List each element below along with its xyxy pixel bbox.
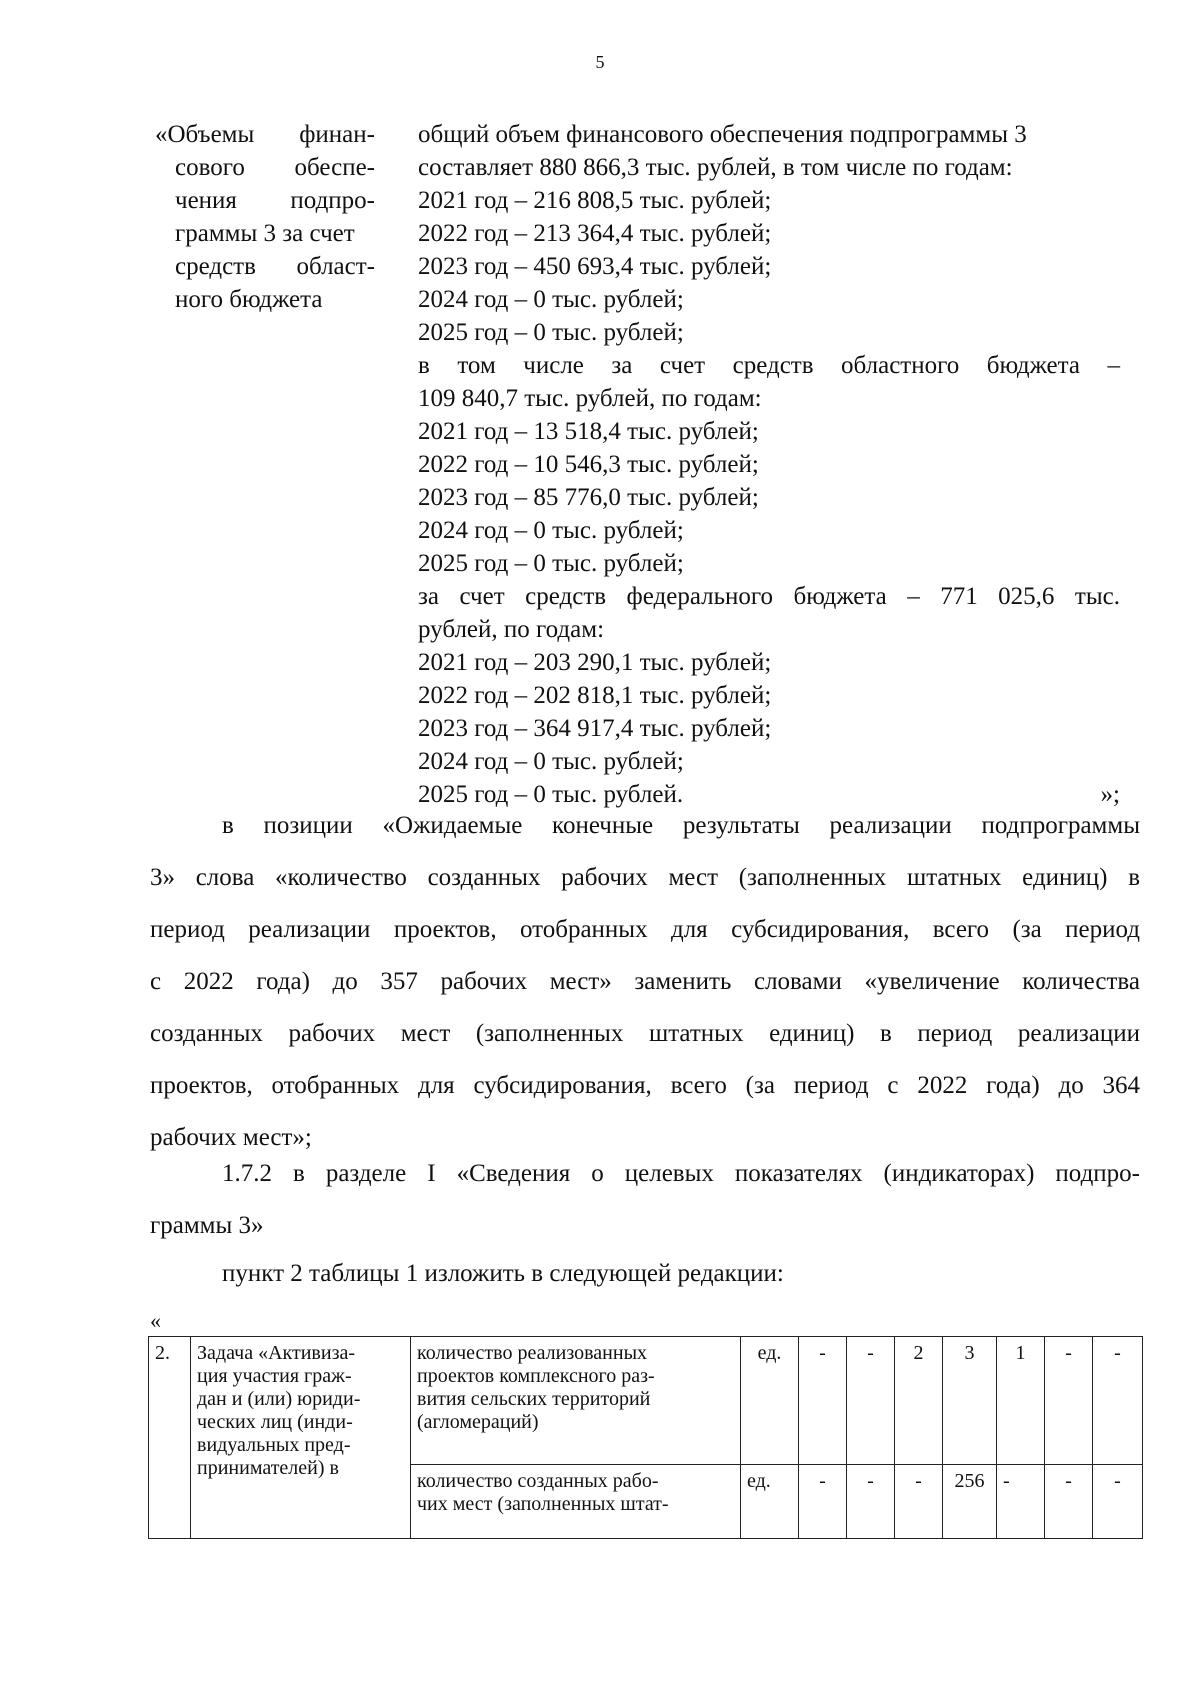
unit-cell: ед. [741,1465,799,1539]
passport-value-line: 2021 год – 216 808,5 тыс. рублей; [418,187,772,214]
paragraph-line: период реализации проектов, отобранных для субсидирования, всего (за период [150,916,1140,943]
paragraph-point [150,1248,1140,1300]
paragraph-line: в позиции «Ожидаемые конечные результаты реализации подпрограммы [222,812,1140,839]
passport-value-line: за счет средств федерального бюджета – 771 025,6 тыс. [418,583,1120,610]
paragraph-line: 3» слова «количество созданных рабочих мест (заполненных штатных единиц) в [150,864,1140,891]
closing-quote: »; [1100,781,1120,808]
value-cell: - [1093,1337,1143,1465]
passport-label-line: ного бюджета [175,286,323,313]
task-line: принимателей) в [197,1457,339,1479]
row-number-cell: 2. [149,1337,191,1539]
passport-value-line: 2024 год – 0 тыс. рублей; [418,286,684,313]
paragraph-results [150,800,1140,1164]
indicator-line: количество реализованных [417,1342,648,1364]
passport-value-line: в том числе за счет средств областного бюджета – [418,352,1120,379]
passport-value-line: 2025 год – 0 тыс. рублей; [418,319,684,346]
value-cell: - [799,1337,847,1465]
value-cell: 2 [895,1337,943,1465]
paragraph-line: пункт 2 таблицы 1 изложить в следующей редакции: [222,1260,784,1287]
paragraph-line: 1.7.2 в разделе I «Сведения о целевых показателях (индикаторах) подпро- [222,1160,1140,1187]
passport-value-line: 109 840,7 тыс. рублей, по годам: [418,385,762,412]
passport-value-line: составляет 880 866,3 тыс. рублей, в том числе по годам: [418,154,1013,181]
table-row [149,1337,1143,1465]
value-cell: - [997,1465,1045,1539]
passport-label-line: средств област- [175,253,375,280]
passport-value-line: 2024 год – 0 тыс. рублей; [418,517,684,544]
task-line: Задача «Активиза- [197,1342,356,1364]
task-line: дан и (или) юриди- [197,1388,361,1410]
value-cell: - [1093,1465,1143,1539]
value-cell: 1 [997,1337,1045,1465]
paragraph-line: рабочих мест»; [150,1124,312,1151]
paragraph-line: проектов, отобранных для субсидирования, всего (за период с 2022 года) до 364 [150,1072,1140,1099]
passport-label-line: «Объемы финан- [155,121,375,148]
indicator-cell [411,1337,741,1465]
value-cell: 3 [943,1337,997,1465]
value-cell: - [799,1465,847,1539]
table-open-quote: « [150,1308,161,1333]
indicator-line: проектов комплексного раз- [417,1365,655,1387]
value-cell: - [1045,1337,1093,1465]
passport-value-line: 2025 год – 0 тыс. рублей. [418,781,684,808]
indicator-line: чих мест (заполненных штат- [417,1493,669,1515]
passport-value-line: 2023 год – 364 917,4 тыс. рублей; [418,715,772,742]
passport-value-line: 2022 год – 202 818,1 тыс. рублей; [418,682,772,709]
unit-cell: ед. [741,1337,799,1465]
value-cell: - [847,1465,895,1539]
passport-value-line: 2022 год – 10 546,3 тыс. рублей; [418,451,759,478]
passport-label-line: граммы 3 за счет [175,220,355,247]
page-number: 5 [595,52,605,72]
passport-value-line: 2021 год – 203 290,1 тыс. рублей; [418,649,772,676]
passport-value-line: 2022 год – 213 364,4 тыс. рублей; [418,220,772,247]
passport-value-line: 2023 год – 85 776,0 тыс. рублей; [418,484,759,511]
paragraph-line: с 2022 года) до 357 рабочих мест» заменить словами «увеличение количества [150,968,1140,995]
task-line: видуальных пред- [197,1434,351,1456]
passport-value-line: 2021 год – 13 518,4 тыс. рублей; [418,418,759,445]
value-cell: - [1045,1465,1093,1539]
task-line: ческих лиц (инди- [197,1411,353,1433]
value-cell: - [847,1337,895,1465]
task-cell [191,1337,411,1539]
indicator-line: вития сельских территорий [417,1388,651,1410]
indicator-line: (агломераций) [417,1411,539,1433]
paragraph-section [150,1148,1140,1252]
indicators-table [148,1336,1143,1539]
passport-value-line: общий объем финансового обеспечения подпрограммы 3 [418,121,1027,148]
passport-value [418,118,1120,811]
passport-label [155,118,375,316]
passport-value-line: 2023 год – 450 693,4 тыс. рублей; [418,253,772,280]
passport-label-line: сового обеспе- [175,154,375,181]
indicator-cell [411,1465,741,1539]
passport-value-line: 2025 год – 0 тыс. рублей; [418,550,684,577]
paragraph-line: созданных рабочих мест (заполненных штатных единиц) в период реализации [150,1020,1140,1047]
task-line: ция участия граж- [197,1365,352,1387]
passport-value-line: рублей, по годам: [418,616,605,643]
passport-value-line: 2024 год – 0 тыс. рублей; [418,748,684,775]
paragraph-line: граммы 3» [150,1212,264,1239]
value-cell: 256 [943,1465,997,1539]
passport-label-line: чения подпро- [175,187,375,214]
indicator-line: количество созданных рабо- [417,1470,659,1492]
value-cell: - [895,1465,943,1539]
